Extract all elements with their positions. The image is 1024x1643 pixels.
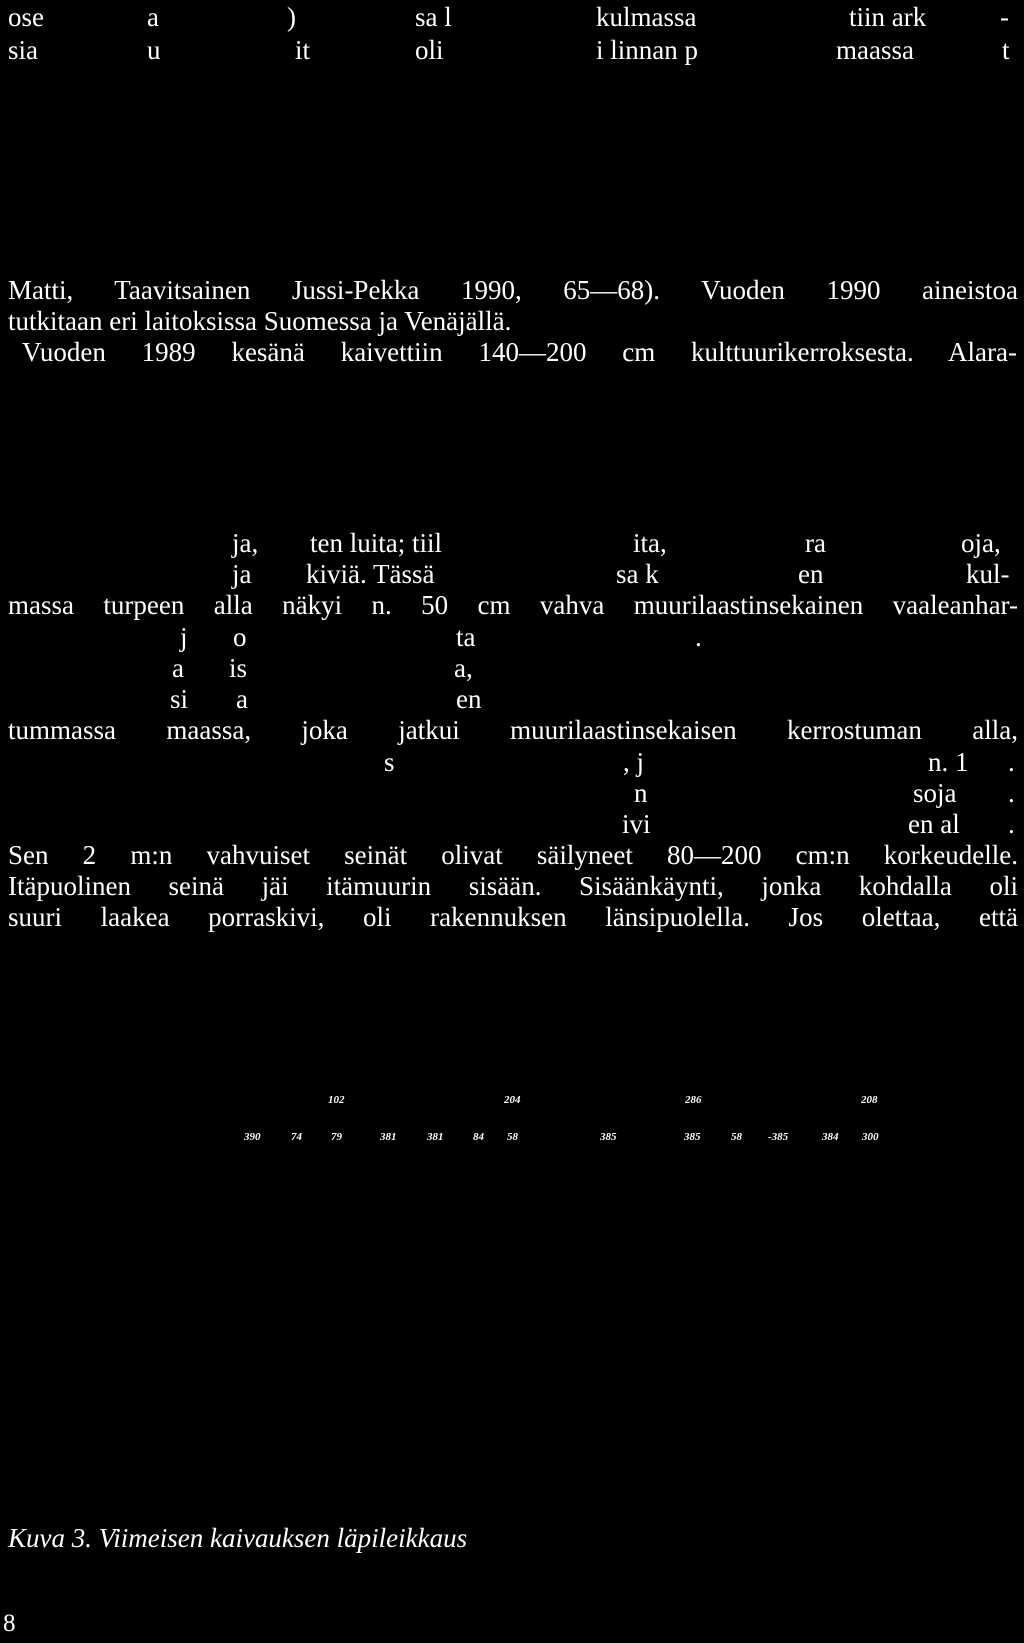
fragment-text: ten luita; tiil: [310, 528, 442, 558]
fragment-text: kiviä. Tässä: [306, 559, 435, 589]
fragment-text: u: [147, 35, 161, 65]
fragment-text: a: [147, 2, 159, 32]
fragment-text: ta: [456, 622, 476, 652]
figure-caption: Kuva 3. Viimeisen kaivauksen läpileikkaus: [8, 1523, 468, 1553]
figure-label: 208: [861, 1094, 878, 1106]
figure-label: 74: [291, 1131, 302, 1143]
figure-label: 385: [684, 1131, 701, 1143]
body-text-line: massa turpeen alla näkyi n. 50 cm vahva muurilaastinsekainen vaaleanhar-: [8, 590, 1018, 620]
figure-label: 286: [685, 1094, 702, 1106]
fragment-text: a: [236, 684, 248, 714]
fragment-text: ivi: [622, 809, 651, 839]
fragment-text: n: [634, 778, 648, 808]
figure-label: 300: [862, 1131, 879, 1143]
figure-label: 84: [473, 1131, 484, 1143]
fragment-text: ): [287, 2, 296, 32]
figure-label: 102: [328, 1094, 345, 1106]
fragment-text: ita,: [633, 528, 667, 558]
figure-label: 58: [507, 1131, 518, 1143]
fragment-text: kulmassa: [596, 2, 697, 32]
fragment-text: ja,: [232, 528, 259, 558]
figure-label: 381: [427, 1131, 444, 1143]
figure-label: 204: [504, 1094, 521, 1106]
fragment-text: oli: [415, 35, 444, 65]
fragment-text: .: [695, 622, 702, 652]
figure-label: 381: [380, 1131, 397, 1143]
fragment-text: en: [798, 559, 824, 589]
fragment-text: t: [1002, 35, 1010, 65]
figure-label: 58: [731, 1131, 742, 1143]
body-text-line: Vuoden 1989 kesänä kaivettiin 140—200 cm kulttuurikerroksesta. Alara-: [22, 337, 1017, 367]
body-text-line: Sen 2 m:n vahvuiset seinät olivat säilyneet 80—200 cm:n korkeudelle.: [8, 840, 1018, 870]
fragment-text: sa l: [415, 2, 452, 32]
fragment-text: .: [1008, 809, 1015, 839]
fragment-text: soja: [913, 778, 957, 808]
fragment-text: i linnan p: [596, 35, 698, 65]
body-text-line: Matti, Taavitsainen Jussi-Pekka 1990, 65—68). Vuoden 1990 aineistoa: [8, 275, 1018, 305]
page-number: 8: [3, 1610, 16, 1637]
body-text-line: suuri laakea porraskivi, oli rakennuksen länsipuolella. Jos olettaa, että: [8, 902, 1018, 932]
fragment-text: sia: [8, 35, 38, 65]
figure-label: -385: [768, 1131, 789, 1143]
fragment-text: en al: [908, 809, 960, 839]
fragment-text: n. 1: [928, 747, 969, 777]
fragment-text: it: [295, 35, 311, 65]
fragment-text: ra: [805, 528, 826, 558]
body-text-line: tutkitaan eri laitoksissa Suomessa ja Venäjällä.: [8, 306, 512, 336]
fragment-text: is: [229, 653, 248, 683]
fragment-text: ose: [8, 2, 44, 32]
fragment-text: oja,: [961, 528, 1001, 558]
fragment-text: ja: [232, 559, 252, 589]
fragment-text: s: [384, 747, 395, 777]
fragment-text: , j: [623, 747, 645, 777]
fragment-text: a: [172, 653, 184, 683]
body-text-line: Itäpuolinen seinä jäi itämuurin sisään. Sisäänkäynti, jonka kohdalla oli: [8, 871, 1018, 901]
fragment-text: a,: [454, 653, 473, 683]
fragment-text: maassa: [836, 35, 914, 65]
fragment-text: .: [1008, 778, 1015, 808]
fragment-text: -: [1000, 2, 1009, 32]
fragment-text: en: [456, 684, 482, 714]
fragment-text: sa k: [616, 559, 659, 589]
fragment-text: tiin ark: [849, 2, 927, 32]
body-text-line: tummassa maassa, joka jatkui muurilaastinsekaisen kerrostuman alla,: [8, 715, 1018, 745]
figure-label: 390: [244, 1131, 261, 1143]
figure-label: 79: [331, 1131, 342, 1143]
figure-label: 385: [600, 1131, 617, 1143]
fragment-text: .: [1008, 747, 1015, 777]
fragment-text: si: [170, 684, 189, 714]
fragment-text: j: [180, 622, 188, 652]
fragment-text: kul-: [966, 559, 1010, 589]
figure-label: 384: [822, 1131, 839, 1143]
fragment-text: o: [233, 622, 247, 652]
